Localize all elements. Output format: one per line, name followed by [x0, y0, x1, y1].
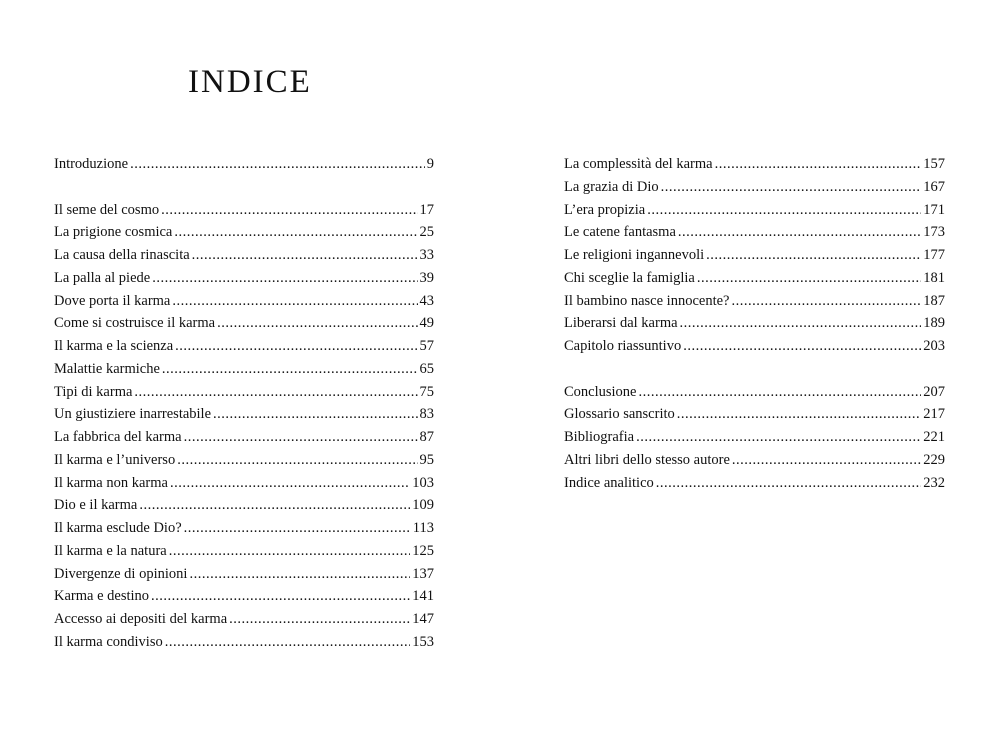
toc-entry[interactable] — [54, 403, 434, 426]
toc-entry-page: 153 — [412, 633, 434, 650]
toc-entry-label: Introduzione — [54, 156, 129, 172]
toc-entry-label: La prigione cosmica — [54, 224, 173, 241]
toc-entry-page: 207 — [923, 383, 945, 400]
toc-entry-page: 87 — [419, 429, 434, 445]
toc-entry[interactable] — [54, 472, 434, 495]
toc-entry-label: Il karma esclude Dio? — [54, 520, 182, 536]
toc-entry-label: Bibliografia — [564, 429, 635, 445]
dot-leader — [152, 267, 417, 290]
toc-entry-page: 232 — [923, 474, 945, 491]
dot-leader — [134, 381, 417, 404]
toc-entry[interactable] — [564, 381, 945, 404]
toc-entry[interactable] — [564, 244, 945, 267]
toc-entry[interactable] — [564, 403, 945, 426]
toc-entry-page: 177 — [923, 247, 945, 263]
toc-entry-label: Conclusione — [564, 383, 637, 400]
dot-leader — [175, 335, 417, 358]
toc-entry-page: 229 — [923, 451, 945, 468]
toc-right-column — [564, 153, 945, 494]
toc-entry[interactable] — [564, 221, 945, 244]
dot-leader — [636, 426, 921, 449]
dot-leader — [172, 290, 417, 313]
toc-entry-page: 83 — [419, 406, 434, 423]
toc-entry-label: Glossario sanscrito — [564, 406, 675, 423]
toc-entry-label: Il karma non karma — [54, 474, 168, 491]
toc-entry[interactable] — [54, 517, 434, 540]
dot-leader — [162, 358, 418, 381]
toc-entry[interactable] — [564, 176, 945, 199]
toc-entry-page: 157 — [923, 156, 945, 172]
toc-entry[interactable] — [54, 312, 434, 335]
toc-entry-label: L’era propizia — [564, 201, 646, 218]
page-title: INDICE — [188, 64, 312, 100]
toc-entry[interactable] — [54, 494, 434, 517]
toc-entry[interactable] — [54, 358, 434, 381]
toc-entry[interactable] — [54, 381, 434, 404]
dot-leader — [680, 312, 922, 335]
dot-leader — [731, 290, 921, 313]
dot-leader — [697, 267, 921, 290]
toc-entry-page: 147 — [412, 611, 434, 627]
toc-entry-page: 137 — [412, 565, 434, 582]
toc-entry-page: 9 — [426, 156, 434, 172]
toc-entry-page: 17 — [419, 201, 434, 218]
toc-entry-label: Dio e il karma — [54, 497, 138, 514]
dot-leader — [683, 335, 921, 358]
toc-entry-page: 39 — [419, 269, 434, 286]
toc-entry-page: 173 — [923, 224, 945, 241]
toc-entry[interactable] — [564, 449, 945, 472]
toc-entry-page: 95 — [419, 451, 434, 468]
dot-leader — [184, 517, 411, 540]
toc-entry-page: 49 — [419, 315, 434, 332]
dot-leader — [639, 381, 922, 404]
toc-entry[interactable] — [54, 426, 434, 449]
toc-entry[interactable] — [54, 199, 434, 222]
toc-entry-page: 181 — [923, 269, 945, 286]
toc-entry-page: 65 — [419, 360, 434, 377]
toc-entry-page: 171 — [923, 201, 945, 218]
dot-leader — [647, 199, 921, 222]
dot-leader — [170, 472, 410, 495]
toc-entry-label: Capitolo riassuntivo — [564, 338, 682, 354]
dot-leader — [174, 221, 417, 244]
toc-entry-page: 109 — [412, 497, 434, 514]
toc-entry[interactable] — [54, 244, 434, 267]
dot-leader — [678, 221, 921, 244]
toc-entry-label: Liberarsi dal karma — [564, 315, 678, 332]
toc-entry[interactable] — [564, 290, 945, 313]
toc-entry[interactable] — [54, 631, 434, 654]
toc-entry[interactable] — [564, 335, 945, 358]
dot-leader — [165, 631, 411, 654]
toc-entry[interactable] — [564, 267, 945, 290]
toc-entry-page: 189 — [923, 315, 945, 332]
toc-entry[interactable] — [564, 426, 945, 449]
dot-leader — [192, 244, 418, 267]
dot-leader — [661, 176, 922, 199]
dot-leader — [139, 494, 410, 517]
toc-entry-label: Il karma e l’universo — [54, 451, 176, 468]
dot-leader — [656, 472, 921, 495]
toc-entry[interactable] — [54, 153, 434, 176]
toc-entry-page: 43 — [419, 292, 434, 309]
toc-entry-label: La complessità del karma — [564, 156, 713, 172]
toc-entry[interactable] — [54, 290, 434, 313]
dot-leader — [189, 563, 410, 586]
toc-entry[interactable] — [564, 153, 945, 176]
toc-entry-label: Un giustiziere inarrestabile — [54, 406, 212, 423]
toc-left-column — [54, 153, 434, 654]
toc-entry-page: 167 — [923, 178, 945, 195]
dot-leader — [715, 153, 922, 176]
toc-entry-label: Il bambino nasce innocente? — [564, 292, 730, 309]
toc-entry[interactable] — [54, 585, 434, 608]
toc-entry[interactable] — [54, 540, 434, 563]
toc-entry-page: 75 — [419, 383, 434, 400]
toc-entry-label: La causa della rinascita — [54, 247, 190, 263]
toc-entry[interactable] — [54, 563, 434, 586]
toc-entry[interactable] — [54, 608, 434, 631]
dot-leader — [130, 153, 425, 176]
dot-leader — [184, 426, 418, 449]
toc-entry-label: La palla al piede — [54, 269, 151, 286]
toc-entry[interactable] — [564, 472, 945, 495]
toc-entry-page: 125 — [412, 542, 434, 559]
toc-entry-label: Il karma condiviso — [54, 633, 163, 650]
toc-entry-page: 33 — [419, 247, 434, 263]
toc-entry-page: 57 — [419, 338, 434, 354]
toc-entry-label: La grazia di Dio — [564, 178, 659, 195]
toc-spacer — [54, 176, 434, 199]
toc-entry-label: Il karma e la natura — [54, 542, 167, 559]
toc-entry-label: Il seme del cosmo — [54, 201, 160, 218]
toc-entry[interactable] — [54, 335, 434, 358]
toc-entry[interactable] — [54, 449, 434, 472]
toc-entry-label: Indice analitico — [564, 474, 654, 491]
toc-entry-label: Tipi di karma — [54, 383, 133, 400]
toc-entry-page: 141 — [412, 588, 434, 605]
toc-entry-page: 217 — [923, 406, 945, 423]
toc-entry[interactable] — [54, 221, 434, 244]
toc-entry-page: 187 — [923, 292, 945, 309]
toc-entry-page: 25 — [419, 224, 434, 241]
toc-entry-page: 113 — [412, 520, 434, 536]
toc-entry-label: Le religioni ingannevoli — [564, 247, 705, 263]
toc-entry-label: Dove porta il karma — [54, 292, 171, 309]
toc-entry-page: 103 — [412, 474, 434, 491]
toc-entry[interactable] — [564, 312, 945, 335]
toc-entry-label: Accesso ai depositi del karma — [54, 611, 228, 627]
toc-entry-label: Chi sceglie la famiglia — [564, 269, 695, 286]
toc-entry-label: Malattie karmiche — [54, 360, 160, 377]
toc-spacer — [564, 358, 945, 381]
toc-entry[interactable] — [54, 267, 434, 290]
toc-entry-label: Altri libri dello stesso autore — [564, 451, 730, 468]
toc-entry-label: La fabbrica del karma — [54, 429, 182, 445]
dot-leader — [732, 449, 921, 472]
dot-leader — [213, 403, 417, 426]
dot-leader — [706, 244, 921, 267]
dot-leader — [161, 199, 417, 222]
dot-leader — [169, 540, 411, 563]
toc-entry-page: 203 — [923, 338, 945, 354]
dot-leader — [229, 608, 410, 631]
dot-leader — [217, 312, 417, 335]
dot-leader — [151, 585, 410, 608]
toc-entry-label: Divergenze di opinioni — [54, 565, 188, 582]
toc-entry-label: Come si costruisce il karma — [54, 315, 216, 332]
toc-entry-page: 221 — [923, 429, 945, 445]
dot-leader — [677, 403, 922, 426]
toc-entry-label: Le catene fantasma — [564, 224, 676, 241]
toc-entry-label: Il karma e la scienza — [54, 338, 174, 354]
toc-entry-label: Karma e destino — [54, 588, 150, 605]
toc-entry[interactable] — [564, 199, 945, 222]
dot-leader — [177, 449, 417, 472]
